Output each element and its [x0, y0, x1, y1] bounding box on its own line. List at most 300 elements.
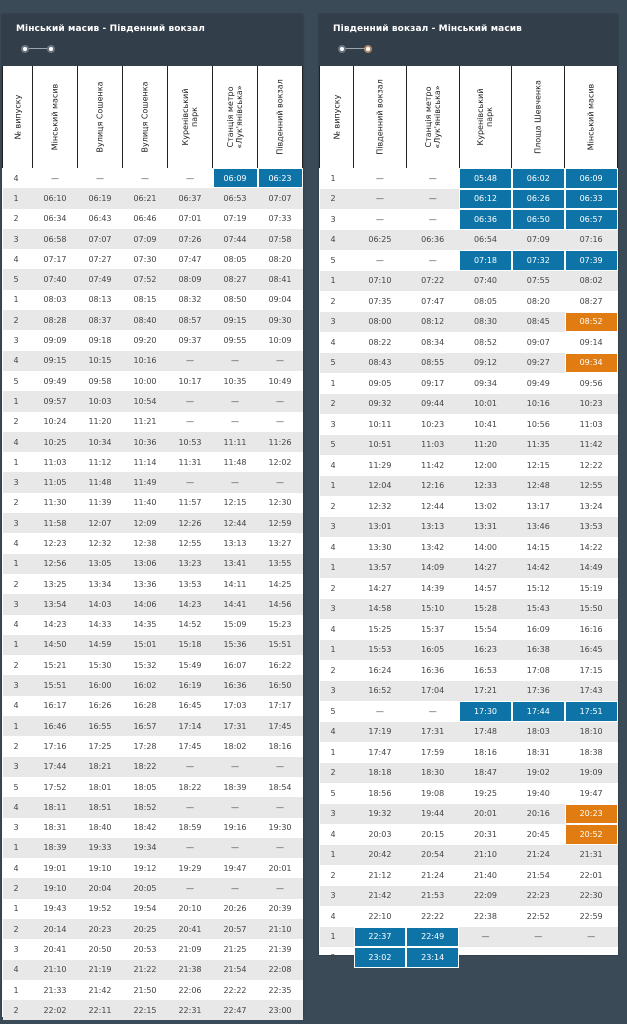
- time-cell: —: [168, 878, 213, 898]
- run-number-cell: 1: [13, 295, 19, 305]
- time-cell: 22:01: [579, 870, 603, 880]
- time-cell: 18:10: [565, 722, 618, 743]
- table-row: [320, 414, 618, 435]
- time-cell: 10:36: [123, 432, 168, 452]
- time-cell: 09:27: [512, 353, 565, 374]
- table-row: [3, 310, 303, 330]
- time-cell: 12:15: [526, 460, 550, 470]
- column-header: [33, 66, 78, 168]
- time-cell: 16:05: [406, 640, 459, 661]
- time-cell: —: [213, 351, 258, 371]
- time-cell: 18:01: [88, 782, 112, 792]
- time-cell: 19:47: [579, 788, 603, 798]
- time-cell: 12:33: [459, 476, 512, 497]
- time-cell: 08:02: [565, 271, 618, 292]
- time-cell: 16:26: [88, 701, 112, 711]
- table-row: [3, 371, 303, 391]
- run-number-cell: 4: [320, 230, 354, 251]
- time-cell: 10:23: [565, 394, 618, 415]
- time-cell: 09:09: [43, 336, 67, 346]
- time-cell: 16:38: [512, 640, 565, 661]
- table-row: [3, 899, 303, 919]
- run-number-cell: 2: [330, 870, 336, 880]
- time-cell: 13:31: [459, 517, 512, 538]
- time-cell: 13:01: [354, 517, 407, 538]
- time-cell: 20:14: [33, 919, 78, 939]
- run-number-cell: 2: [13, 214, 19, 224]
- time-cell: —: [258, 797, 303, 817]
- time-cell: 13:24: [579, 501, 603, 511]
- run-number-cell: 2: [3, 919, 33, 939]
- time-cell: 16:45: [178, 701, 202, 711]
- time-cell: 12:26: [168, 513, 213, 533]
- run-number-cell: 2: [320, 189, 354, 210]
- time-cell: 19:08: [421, 788, 445, 798]
- table-row: [320, 435, 618, 456]
- time-cell: 11:20: [88, 417, 112, 427]
- time-cell: 21:22: [123, 960, 168, 980]
- time-cell: 07:47: [421, 296, 445, 306]
- time-cell: 22:59: [579, 911, 603, 921]
- time-cell: 12:04: [354, 476, 407, 497]
- time-cell: 19:29: [178, 863, 202, 873]
- time-cell: —: [459, 927, 512, 948]
- time-cell: 09:49: [526, 378, 550, 388]
- time-cell: 11:29: [368, 460, 392, 470]
- column-header-label: Мінський масив: [586, 83, 596, 151]
- time-cell: 09:12: [459, 353, 512, 374]
- time-cell: 18:47: [459, 763, 512, 784]
- run-number-cell: 5: [330, 706, 336, 716]
- time-cell: 19:10: [88, 863, 112, 873]
- time-cell: 10:54: [123, 391, 168, 411]
- run-number-cell: 3: [3, 229, 33, 249]
- time-cell: 15:18: [168, 635, 213, 655]
- run-number-cell: 4: [13, 254, 19, 264]
- time-cell: 07:09: [123, 229, 168, 249]
- time-cell: 18:22: [123, 757, 168, 777]
- time-cell: 21:50: [133, 985, 157, 995]
- time-cell: 09:04: [268, 295, 292, 305]
- time-cell: 17:31: [213, 716, 258, 736]
- time-cell: 08:30: [459, 312, 512, 333]
- time-cell: 19:02: [512, 763, 565, 784]
- time-cell: 09:34: [565, 353, 618, 374]
- time-cell: 09:34: [473, 378, 498, 388]
- time-cell: 17:17: [268, 701, 292, 711]
- column-header-label: Станція метро «Лук'янівська»: [226, 85, 244, 149]
- time-cell: 07:40: [33, 269, 78, 289]
- time-cell: 08:50: [223, 295, 247, 305]
- time-cell: 17:47: [368, 747, 392, 757]
- column-header-row: [320, 66, 618, 168]
- time-cell: —: [186, 417, 194, 427]
- run-number-cell: 4: [13, 538, 19, 548]
- time-cell: 07:40: [459, 271, 512, 292]
- run-number-cell: 2: [3, 878, 33, 898]
- time-cell: 13:05: [78, 554, 123, 574]
- time-cell: 11:14: [133, 457, 157, 467]
- time-cell: —: [258, 351, 303, 371]
- time-cell: 11:49: [123, 472, 168, 492]
- time-cell: 12:48: [512, 476, 565, 497]
- time-cell: 10:41: [473, 419, 498, 429]
- time-cell: 17:21: [459, 681, 512, 702]
- time-cell: 21:42: [88, 985, 112, 995]
- time-cell: 09:44: [406, 394, 459, 415]
- time-cell: 09:55: [223, 336, 247, 346]
- time-cell: 14:15: [526, 542, 550, 552]
- time-cell: 21:42: [354, 886, 407, 907]
- time-cell: 20:31: [473, 829, 498, 839]
- table-row: [320, 599, 618, 620]
- time-cell: 08:55: [406, 353, 459, 374]
- time-cell: 08:27: [213, 269, 258, 289]
- time-cell: 08:12: [406, 312, 459, 333]
- run-number-cell: 3: [3, 757, 33, 777]
- table-row: [3, 513, 303, 533]
- time-cell: 08:45: [512, 312, 565, 333]
- time-cell: 21:54: [526, 870, 550, 880]
- time-cell: 11:11: [213, 432, 258, 452]
- time-cell: 15:19: [579, 583, 603, 593]
- run-number-cell: 1: [320, 927, 354, 948]
- time-cell: 21:10: [459, 845, 512, 866]
- time-cell: 09:57: [33, 391, 78, 411]
- time-cell: 07:19: [223, 214, 247, 224]
- time-cell: 15:37: [421, 624, 445, 634]
- time-cell: 15:51: [258, 635, 303, 655]
- schedule-panel-to-south-station: [2, 14, 303, 1017]
- time-cell: 12:59: [258, 513, 303, 533]
- time-cell: 13:13: [406, 517, 459, 538]
- time-cell: 07:52: [123, 269, 168, 289]
- table-row: [3, 655, 303, 675]
- time-cell: 10:03: [78, 391, 123, 411]
- time-cell: 06:09: [565, 168, 618, 189]
- time-cell: 12:15: [223, 498, 247, 508]
- time-cell: 20:39: [268, 904, 292, 914]
- time-cell: —: [186, 173, 194, 183]
- time-cell: 21:33: [43, 985, 67, 995]
- table-row: [320, 353, 618, 374]
- table-row: [320, 312, 618, 333]
- time-cell: 07:49: [78, 269, 123, 289]
- run-number-cell: 2: [13, 579, 19, 589]
- table-row: [3, 432, 303, 452]
- table-row: [3, 452, 303, 472]
- table-row: [3, 330, 303, 350]
- time-cell: 20:23: [565, 804, 618, 825]
- time-cell: 12:32: [88, 538, 112, 548]
- time-cell: —: [428, 255, 437, 265]
- time-cell: 06:36: [406, 230, 459, 251]
- time-cell: 15:01: [123, 635, 168, 655]
- time-cell: 11:03: [579, 419, 603, 429]
- run-number-cell: 1: [3, 554, 33, 574]
- time-cell: 14:33: [88, 620, 112, 630]
- time-cell: —: [565, 927, 618, 948]
- time-cell: —: [276, 417, 284, 427]
- time-cell: 15:32: [133, 660, 157, 670]
- time-cell: 14:09: [406, 558, 459, 579]
- time-cell: 17:14: [168, 716, 213, 736]
- time-cell: 08:09: [168, 269, 213, 289]
- column-header-label: Станція метро «Лук'янівська»: [423, 85, 442, 149]
- time-cell: 13:27: [268, 538, 292, 548]
- time-cell: 19:16: [223, 823, 247, 833]
- time-cell: 15:50: [565, 599, 618, 620]
- table-row: [3, 960, 303, 980]
- time-cell: 11:05: [33, 472, 78, 492]
- time-cell: 08:52: [473, 337, 498, 347]
- time-cell: 06:26: [512, 189, 565, 210]
- time-cell: 20:52: [565, 824, 618, 845]
- time-cell: 20:25: [123, 919, 168, 939]
- time-cell: —: [213, 472, 258, 492]
- run-number-cell: 4: [13, 863, 19, 873]
- run-number-cell: 4: [330, 911, 336, 921]
- time-cell: 18:21: [78, 757, 123, 777]
- time-cell: 20:57: [213, 919, 258, 939]
- run-number-cell: 2: [320, 763, 354, 784]
- time-cell: 19:30: [268, 823, 292, 833]
- time-cell: —: [375, 706, 384, 716]
- time-cell: 20:23: [78, 919, 123, 939]
- time-cell: 15:36: [213, 635, 258, 655]
- run-number-cell: 1: [3, 391, 33, 411]
- run-number-cell: 4: [3, 432, 33, 452]
- time-cell: —: [213, 757, 258, 777]
- run-number-cell: 4: [3, 797, 33, 817]
- time-cell: 10:23: [421, 419, 445, 429]
- time-cell: 10:11: [368, 419, 392, 429]
- run-number-cell: 3: [3, 472, 33, 492]
- time-cell: 17:51: [565, 701, 618, 722]
- time-cell: 13:42: [421, 542, 445, 552]
- time-cell: 06:33: [565, 189, 618, 210]
- time-cell: 14:41: [213, 594, 258, 614]
- time-cell: 21:25: [223, 944, 247, 954]
- time-cell: 15:43: [512, 599, 565, 620]
- run-number-cell: 5: [3, 269, 33, 289]
- table-row: [320, 537, 618, 558]
- time-cell: —: [258, 472, 303, 492]
- time-cell: 18:18: [354, 763, 407, 784]
- time-cell: 16:07: [223, 660, 247, 670]
- time-cell: 10:17: [178, 376, 202, 386]
- time-cell: 12:02: [268, 457, 292, 467]
- time-cell: 15:09: [223, 620, 247, 630]
- time-cell: 17:04: [406, 681, 459, 702]
- time-cell: 18:05: [133, 782, 157, 792]
- time-cell: 19:33: [78, 838, 123, 858]
- time-cell: 11:40: [133, 498, 157, 508]
- panel-header: [2, 14, 303, 66]
- time-cell: 10:16: [512, 394, 565, 415]
- time-cell: 09:18: [88, 336, 112, 346]
- table-row: [320, 660, 618, 681]
- time-cell: 08:57: [168, 310, 213, 330]
- run-number-cell: 2: [13, 417, 19, 427]
- run-number-cell: 5: [320, 353, 354, 374]
- column-header-label: Південний вокзал: [275, 79, 285, 155]
- time-cell: 07:16: [565, 230, 618, 251]
- table-row: [3, 696, 303, 716]
- time-cell: 11:31: [178, 457, 202, 467]
- table-row: [320, 394, 618, 415]
- time-cell: 13:54: [33, 594, 78, 614]
- time-cell: 17:30: [459, 701, 512, 722]
- column-header: [168, 66, 213, 168]
- table-row: [3, 818, 303, 838]
- time-cell: 11:21: [133, 417, 157, 427]
- time-cell: 17:03: [223, 701, 247, 711]
- run-number-cell: 1: [13, 904, 19, 914]
- time-cell: 22:02: [33, 1000, 78, 1020]
- time-cell: 21:10: [33, 960, 78, 980]
- time-cell: 05:48: [459, 168, 512, 189]
- run-number-cell: 4: [330, 337, 336, 347]
- time-cell: 16:23: [459, 640, 512, 661]
- time-cell: 18:52: [123, 797, 168, 817]
- time-cell: 09:56: [579, 378, 603, 388]
- time-cell: 09:37: [178, 336, 202, 346]
- time-cell: 20:04: [78, 878, 123, 898]
- time-cell: 08:05: [223, 254, 247, 264]
- time-cell: 20:41: [168, 919, 213, 939]
- time-cell: 14:35: [133, 620, 157, 630]
- table-row: [320, 230, 618, 251]
- time-cell: 22:37: [354, 927, 407, 948]
- time-cell: —: [512, 927, 565, 948]
- time-cell: 19:12: [133, 863, 157, 873]
- time-cell: 14:25: [268, 579, 292, 589]
- time-cell: 13:30: [368, 542, 392, 552]
- time-cell: 08:52: [565, 312, 618, 333]
- time-cell: 13:17: [526, 501, 550, 511]
- time-cell: 07:09: [512, 230, 565, 251]
- time-cell: 07:01: [178, 214, 202, 224]
- time-cell: 08:32: [178, 295, 202, 305]
- time-cell: —: [258, 838, 303, 858]
- time-cell: 12:56: [33, 554, 78, 574]
- time-cell: 17:45: [178, 741, 202, 751]
- time-cell: 19:54: [133, 904, 157, 914]
- column-header: [459, 66, 512, 168]
- time-cell: 15:12: [526, 583, 550, 593]
- time-cell: 14:27: [459, 558, 512, 579]
- time-cell: 09:15: [33, 351, 78, 371]
- run-number-cell: 1: [3, 188, 33, 208]
- table-row: [320, 476, 618, 497]
- time-cell: 18:39: [223, 782, 247, 792]
- time-cell: 17:45: [258, 716, 303, 736]
- time-cell: 16:00: [78, 675, 123, 695]
- run-number-cell: 4: [320, 722, 354, 743]
- table-row: [3, 249, 303, 269]
- table-row: [320, 763, 618, 784]
- time-cell: 13:34: [88, 579, 112, 589]
- time-cell: —: [213, 878, 258, 898]
- time-cell: —: [428, 214, 437, 224]
- time-cell: 21:10: [258, 919, 303, 939]
- time-cell: 15:28: [459, 599, 512, 620]
- time-cell: —: [258, 878, 303, 898]
- run-number-cell: 2: [330, 501, 336, 511]
- table-row: [320, 455, 618, 476]
- run-number-cell: 2: [330, 296, 336, 306]
- time-cell: 19:01: [43, 863, 67, 873]
- table-row: [320, 209, 618, 230]
- table-row: [320, 168, 618, 189]
- table-row: [320, 701, 618, 722]
- time-cell: —: [213, 797, 258, 817]
- time-cell: 21:54: [213, 960, 258, 980]
- time-cell: 08:03: [43, 295, 67, 305]
- time-cell: 06:12: [459, 189, 512, 210]
- time-cell: 15:23: [268, 620, 292, 630]
- time-cell: 13:36: [133, 579, 157, 589]
- time-cell: 08:15: [133, 295, 157, 305]
- time-cell: 08:28: [33, 310, 78, 330]
- table-row: [3, 269, 303, 289]
- run-number-cell: 3: [330, 419, 336, 429]
- time-cell: 16:19: [168, 675, 213, 695]
- table-row: [3, 797, 303, 817]
- time-cell: 17:59: [421, 747, 445, 757]
- time-cell: 08:37: [78, 310, 123, 330]
- table-row: [3, 939, 303, 959]
- time-cell: 15:10: [406, 599, 459, 620]
- table-row: [320, 640, 618, 661]
- time-cell: 13:41: [213, 554, 258, 574]
- time-cell: —: [168, 391, 213, 411]
- run-number-cell: 1: [3, 635, 33, 655]
- time-cell: 20:03: [368, 829, 392, 839]
- time-cell: —: [534, 952, 543, 962]
- run-number-cell: 4: [13, 173, 19, 183]
- table-row: [320, 681, 618, 702]
- time-cell: —: [375, 173, 384, 183]
- time-cell: —: [168, 472, 213, 492]
- time-cell: 22:22: [421, 911, 445, 921]
- table-row: [3, 635, 303, 655]
- time-cell: 17:15: [579, 665, 603, 675]
- table-row: [320, 189, 618, 210]
- time-cell: 22:15: [123, 1000, 168, 1020]
- time-cell: 20:54: [406, 845, 459, 866]
- time-cell: 22:11: [78, 1000, 123, 1020]
- time-cell: —: [213, 838, 258, 858]
- time-cell: 18:40: [88, 823, 112, 833]
- time-cell: 23:14: [406, 947, 459, 968]
- route-direction-icon: [338, 45, 372, 53]
- time-cell: 16:46: [33, 716, 78, 736]
- time-cell: 15:25: [368, 624, 392, 634]
- table-row: [3, 412, 303, 432]
- table-row: [320, 886, 618, 907]
- time-cell: 18:39: [33, 838, 78, 858]
- run-number-cell: 3: [320, 517, 354, 538]
- run-number-cell: 2: [330, 952, 336, 962]
- time-cell: 14:52: [178, 620, 202, 630]
- time-cell: 12:44: [421, 501, 445, 511]
- time-cell: 08:20: [268, 254, 292, 264]
- table-row: [3, 615, 303, 635]
- time-cell: 18:31: [43, 823, 67, 833]
- time-cell: 20:45: [526, 829, 550, 839]
